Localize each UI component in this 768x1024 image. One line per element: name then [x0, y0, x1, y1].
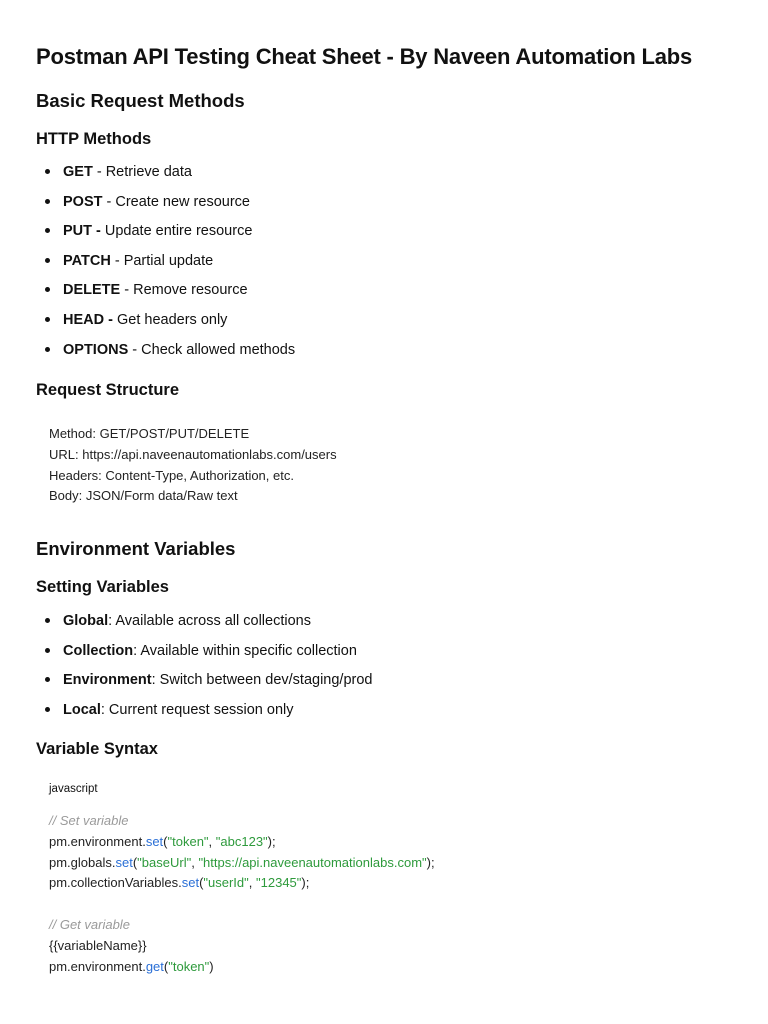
setting-variables-list — [36, 611, 372, 729]
code-blank-line — [49, 894, 435, 915]
section-heading-basic-request-methods: Basic Request Methods — [36, 90, 245, 111]
code-line: pm.collectionVariables.set("userId", "12345"); — [49, 875, 310, 891]
list-item: Global: Available across all collections — [36, 611, 372, 641]
variable-syntax-code-block — [49, 811, 435, 977]
request-structure-block — [49, 424, 337, 507]
code-line: URL: https://api.naveenautomationlabs.com/users — [49, 446, 337, 462]
list-item: GET - Retrieve data — [36, 162, 295, 192]
list-item: PATCH - Partial update — [36, 251, 295, 281]
code-line: Method: GET/POST/PUT/DELETE — [49, 426, 250, 441]
code-line: Headers: Content-Type, Authorization, etc. — [49, 467, 294, 483]
http-methods-list — [36, 162, 295, 369]
list-item: POST - Create new resource — [36, 192, 295, 222]
code-comment: // Set variable — [49, 813, 129, 828]
code-line: Body: JSON/Form data/Raw text — [49, 488, 238, 504]
list-item: Collection: Available within specific collection — [36, 641, 372, 671]
page-title: Postman API Testing Cheat Sheet - By Naveen Automation Labs — [36, 44, 693, 69]
list-item: Environment: Switch between dev/staging/prod — [36, 670, 372, 700]
code-language-label: javascript — [49, 783, 98, 795]
section-heading-environment-variables: Environment Variables — [36, 538, 236, 559]
code-line: {{variableName}} — [49, 937, 147, 953]
list-item: HEAD - Get headers only — [36, 310, 295, 340]
subheading-variable-syntax: Variable Syntax — [36, 740, 158, 758]
list-item: Local: Current request session only — [36, 700, 372, 730]
subheading-setting-variables: Setting Variables — [36, 578, 169, 596]
list-item: DELETE - Remove resource — [36, 280, 295, 310]
code-line: pm.environment.set("token", "abc123"); — [49, 833, 276, 849]
subheading-http-methods: HTTP Methods — [36, 130, 152, 148]
code-comment: // Get variable — [49, 916, 130, 932]
code-line: pm.environment.get("token") — [49, 958, 214, 974]
subheading-request-structure: Request Structure — [36, 381, 180, 399]
list-item: PUT - Update entire resource — [36, 221, 295, 251]
list-item: OPTIONS - Check allowed methods — [36, 340, 295, 370]
code-line: pm.globals.set("baseUrl", "https://api.naveenautomationlabs.com"); — [49, 854, 435, 870]
